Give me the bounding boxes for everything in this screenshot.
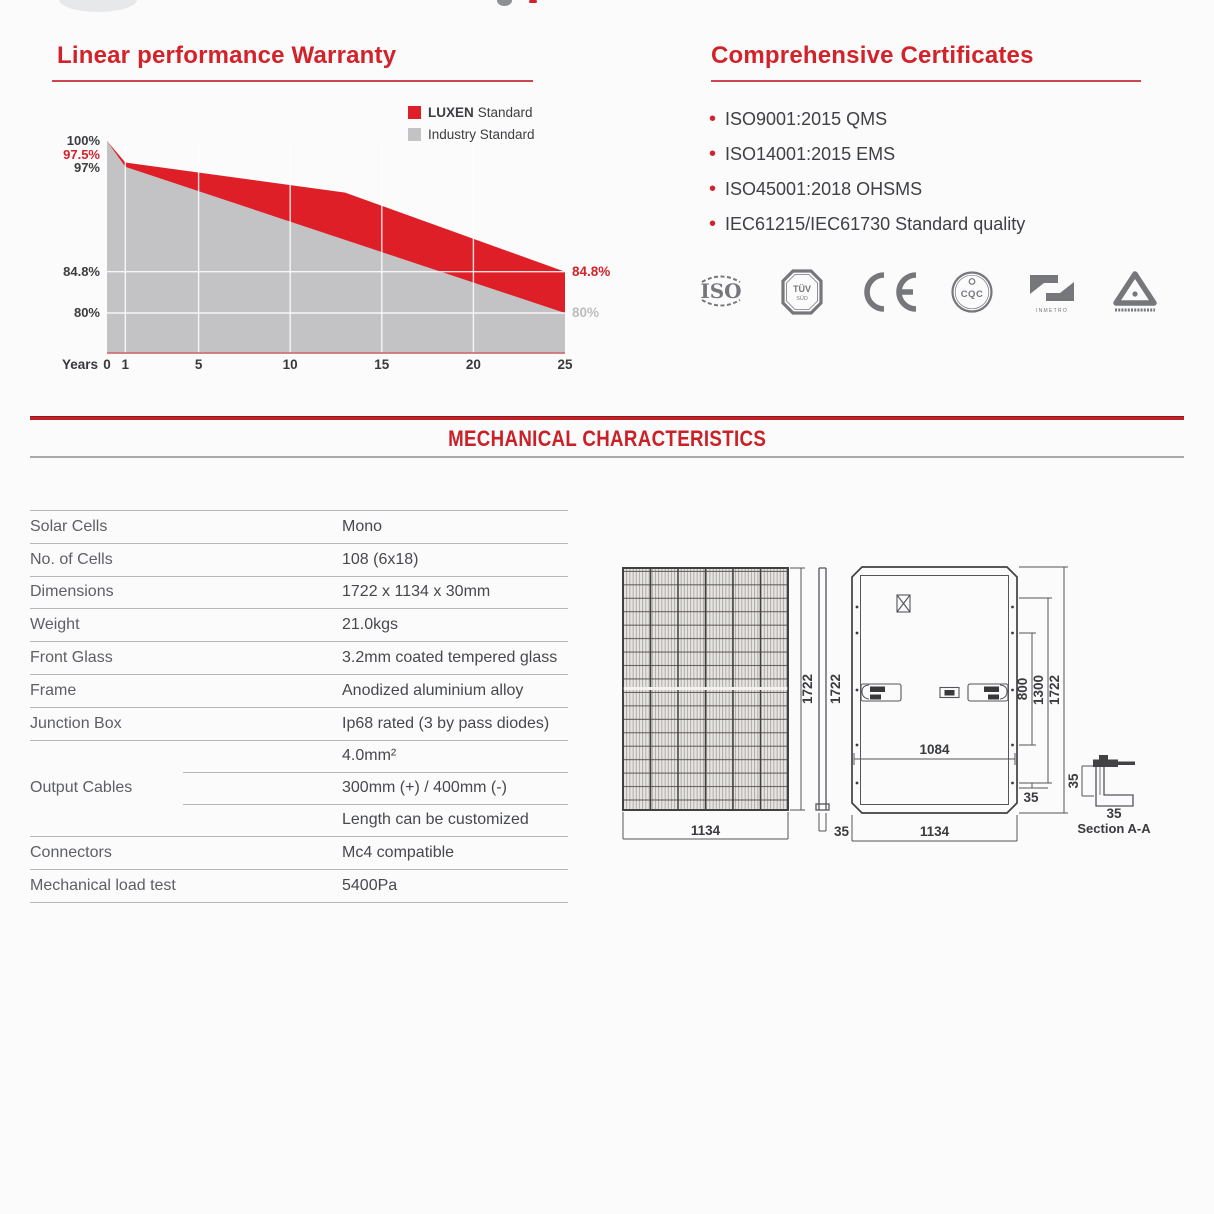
certificate-text: IEC61215/IEC61730 Standard quality <box>725 213 1026 234</box>
table-row <box>30 642 568 675</box>
spec-label: Mechanical load test <box>30 876 176 894</box>
spec-label: Junction Box <box>30 714 122 732</box>
spec-value: 300mm (+) / 400mm (-) <box>342 779 507 797</box>
dimension-label: 35 <box>1106 806 1122 821</box>
dimension-label: 1722 <box>800 673 815 705</box>
spec-value: 4.0mm² <box>342 747 397 765</box>
side-view-drawing <box>816 568 850 839</box>
y-axis-labels <box>63 133 100 320</box>
spec-table <box>30 510 568 903</box>
dimension-label: 800 <box>1015 677 1030 701</box>
legend-swatch-luxen <box>408 106 421 119</box>
inmetro-icon <box>1025 267 1079 317</box>
dimension-label: 1722 <box>828 673 843 705</box>
mechanical-header: MECHANICAL CHARACTERISTICS <box>447 426 767 451</box>
certificate-text: ISO14001:2015 EMS <box>725 143 896 164</box>
spec-value: 3.2mm coated tempered glass <box>342 649 558 667</box>
spec-value: 5400Pa <box>342 876 398 894</box>
table-row <box>30 708 568 741</box>
dimension-label: 35 <box>834 824 850 839</box>
x-tick-label: 15 <box>374 357 390 372</box>
dimension-label: 1134 <box>919 824 950 839</box>
table-row <box>30 577 568 610</box>
section-aa-drawing <box>1066 755 1151 836</box>
y-tick-label: 80% <box>73 305 100 320</box>
tuv-text: TÜV <box>793 284 811 294</box>
certificate-text: ISO9001:2015 QMS <box>725 108 888 129</box>
cropped-shape <box>529 0 537 3</box>
warranty-chart <box>30 92 640 387</box>
x-tick-label: 1 <box>121 357 130 372</box>
spec-label: Front Glass <box>30 649 113 667</box>
certificate-item <box>709 107 1025 131</box>
spec-value: 21.0kgs <box>342 616 399 634</box>
y-tick-label: 100% <box>66 133 100 148</box>
spec-value: Ip68 rated (3 by pass diodes) <box>342 714 550 732</box>
spec-value: Mono <box>342 517 383 535</box>
dimension-label: 1722 <box>1047 674 1062 706</box>
spec-label: Dimensions <box>30 583 114 601</box>
x-axis-labels <box>62 357 573 372</box>
certificates-list <box>709 107 1025 236</box>
cqc-icon <box>949 267 995 317</box>
iso-text: ISO <box>700 279 742 303</box>
dimension-label: 1300 <box>1031 674 1046 706</box>
cropped-shape <box>59 0 137 12</box>
chart-legend <box>408 105 535 142</box>
spec-value: 1722 x 1134 x 30mm <box>342 583 491 601</box>
table-row <box>30 837 568 870</box>
x-tick-label: 5 <box>194 357 203 372</box>
divider <box>183 804 568 805</box>
divider <box>183 772 568 773</box>
x-tick-label: 0 <box>103 357 111 372</box>
section-divider-red <box>30 416 1184 420</box>
dimension-label: 35 <box>1023 790 1039 805</box>
spec-label: Solar Cells <box>30 517 108 535</box>
spec-label: Connectors <box>30 843 112 861</box>
table-row <box>30 511 568 544</box>
luxen-end-value: 84.8% <box>572 264 611 279</box>
back-view-drawing <box>852 567 1068 841</box>
table-row <box>30 609 568 642</box>
dimension-label: 35 <box>1066 773 1081 789</box>
section-title: Section A-A <box>1077 821 1151 836</box>
certificate-item <box>709 177 1025 201</box>
technical-drawings <box>600 545 1214 875</box>
title-underline <box>711 80 1141 82</box>
spec-label: Output Cables <box>30 779 133 797</box>
junction-boxes <box>861 684 1008 701</box>
bullet-icon: • <box>709 108 717 130</box>
iso-icon <box>693 267 749 317</box>
ce-icon <box>855 267 919 317</box>
warranty-title: Linear performance Warranty <box>57 42 397 69</box>
spec-value: Length can be customized <box>342 811 529 829</box>
table-row <box>30 675 568 708</box>
section-divider-gray <box>30 456 1184 458</box>
title-underline <box>52 80 533 82</box>
label-sticker <box>897 595 910 612</box>
spec-value: Mc4 compatible <box>342 843 455 861</box>
spec-value: Anodized aluminium alloy <box>342 681 524 699</box>
industry-end-value: 80% <box>572 305 600 320</box>
x-tick-label: 20 <box>465 357 481 372</box>
legend-label-luxen: LUXEN Standard <box>428 105 533 120</box>
legend-swatch-industry <box>408 128 421 141</box>
bullet-icon: • <box>709 143 717 165</box>
certificates-title: Comprehensive Certificates <box>711 42 1034 69</box>
bullet-icon: • <box>709 178 717 200</box>
tuv-icon <box>779 267 825 317</box>
certificate-item <box>709 142 1025 166</box>
front-view-drawing <box>623 568 815 839</box>
table-row <box>30 870 568 903</box>
cqc-text: CQC <box>960 289 984 300</box>
cgc-icon <box>1109 267 1161 317</box>
bullet-icon: • <box>709 213 717 235</box>
dimension-label: 1084 <box>919 742 950 757</box>
output-cables-values <box>342 741 568 836</box>
y-tick-label: 97.5% <box>63 147 100 162</box>
certificate-item <box>709 212 1025 236</box>
x-tick-label: 25 <box>557 357 573 372</box>
dimension-label: 1134 <box>690 823 721 838</box>
table-row <box>30 544 568 577</box>
spec-label: Frame <box>30 681 77 699</box>
inmetro-text: INMETRO <box>1035 308 1069 314</box>
spec-label: Weight <box>30 616 80 634</box>
x-axis-title: Years <box>61 357 98 372</box>
cropped-shape <box>497 0 512 6</box>
certificate-text: ISO45001:2018 OHSMS <box>725 178 923 199</box>
spec-label: No. of Cells <box>30 550 113 568</box>
certificate-logos <box>693 264 1161 320</box>
spec-value: 108 (6x18) <box>342 550 419 568</box>
table-row-output-cables <box>30 741 568 837</box>
tuv-subtext: SÜD <box>796 296 808 302</box>
y-tick-label: 97% <box>73 160 100 175</box>
mechanical-header-wrap <box>0 426 1214 452</box>
legend-label-industry: Industry Standard <box>428 127 535 142</box>
x-tick-label: 10 <box>282 357 298 372</box>
y-tick-label: 84.8% <box>63 264 100 279</box>
